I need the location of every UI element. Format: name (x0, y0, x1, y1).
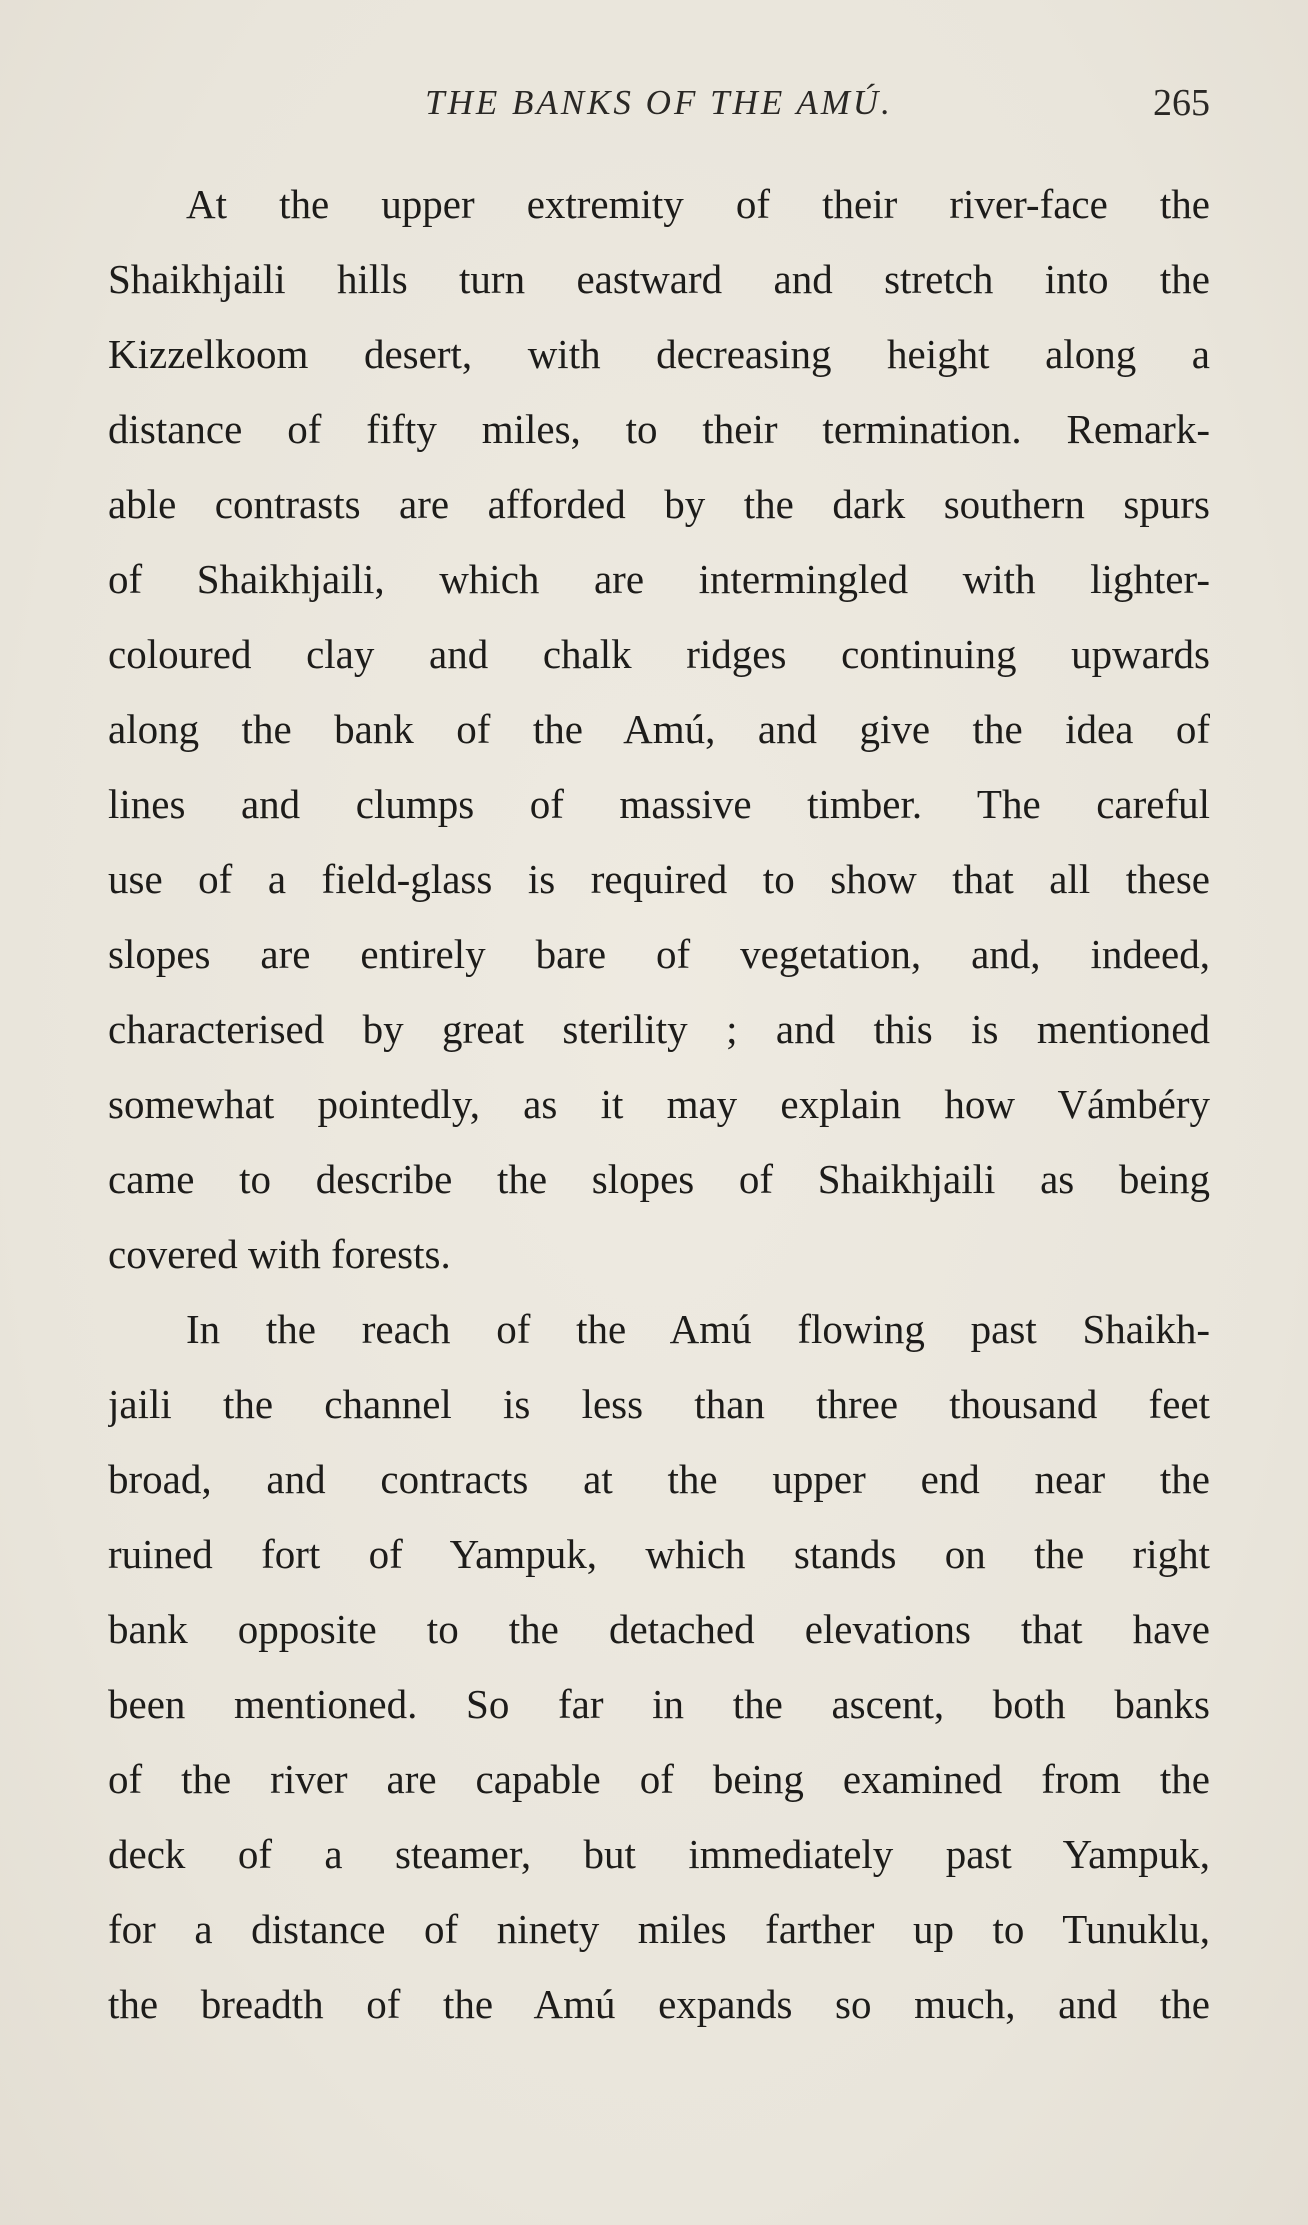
paragraph-2 (108, 1292, 1210, 2042)
text-line: bank opposite to the detached elevations that have (108, 1606, 1210, 1652)
running-title: THE BANKS OF THE AMÚ. (425, 83, 893, 122)
running-head (108, 78, 1210, 128)
text-line: In the reach of the Amú flowing past Shaikh- (186, 1306, 1210, 1352)
text-line: along the bank of the Amú, and give the idea of (108, 706, 1210, 752)
text-line: distance of fifty miles, to their termination. Remark- (108, 406, 1210, 452)
text-line: of the river are capable of being examined from the (108, 1756, 1210, 1802)
text-line: use of a field-glass is required to show that all these (108, 856, 1210, 902)
page-number: 265 (1153, 82, 1210, 124)
text-line: of Shaikhjaili, which are intermingled with lighter- (108, 556, 1210, 602)
text-line: came to describe the slopes of Shaikhjaili as being (108, 1156, 1210, 1202)
text-line: able contrasts are afforded by the dark southern spurs (108, 481, 1210, 527)
text-line: slopes are entirely bare of vegetation, and, indeed, (108, 931, 1210, 977)
text-line: covered with forests. (108, 1231, 451, 1277)
text-line: Shaikhjaili hills turn eastward and stretch into the (108, 256, 1210, 302)
text-line: jaili the channel is less than three thousand feet (108, 1381, 1210, 1427)
body-text (108, 167, 1210, 2042)
text-line: the breadth of the Amú expands so much, and the (108, 1981, 1210, 2027)
text-line: Kizzelkoom desert, with decreasing height along a (108, 331, 1210, 377)
text-line: lines and clumps of massive timber. The careful (108, 781, 1210, 827)
text-line: somewhat pointedly, as it may explain how Vámbéry (108, 1081, 1210, 1127)
text-line: deck of a steamer, but immediately past Yampuk, (108, 1831, 1210, 1877)
text-line: for a distance of ninety miles farther up to Tunuklu, (108, 1906, 1210, 1952)
text-line: broad, and contracts at the upper end near the (108, 1456, 1210, 1502)
text-line: coloured clay and chalk ridges continuing upwards (108, 631, 1210, 677)
paragraph-1 (108, 167, 1210, 1292)
text-line: At the upper extremity of their river-face the (186, 181, 1210, 227)
text-line: ruined fort of Yampuk, which stands on the right (108, 1531, 1210, 1577)
text-line: been mentioned. So far in the ascent, both banks (108, 1681, 1210, 1727)
text-line: characterised by great sterility ; and this is mentioned (108, 1006, 1210, 1052)
